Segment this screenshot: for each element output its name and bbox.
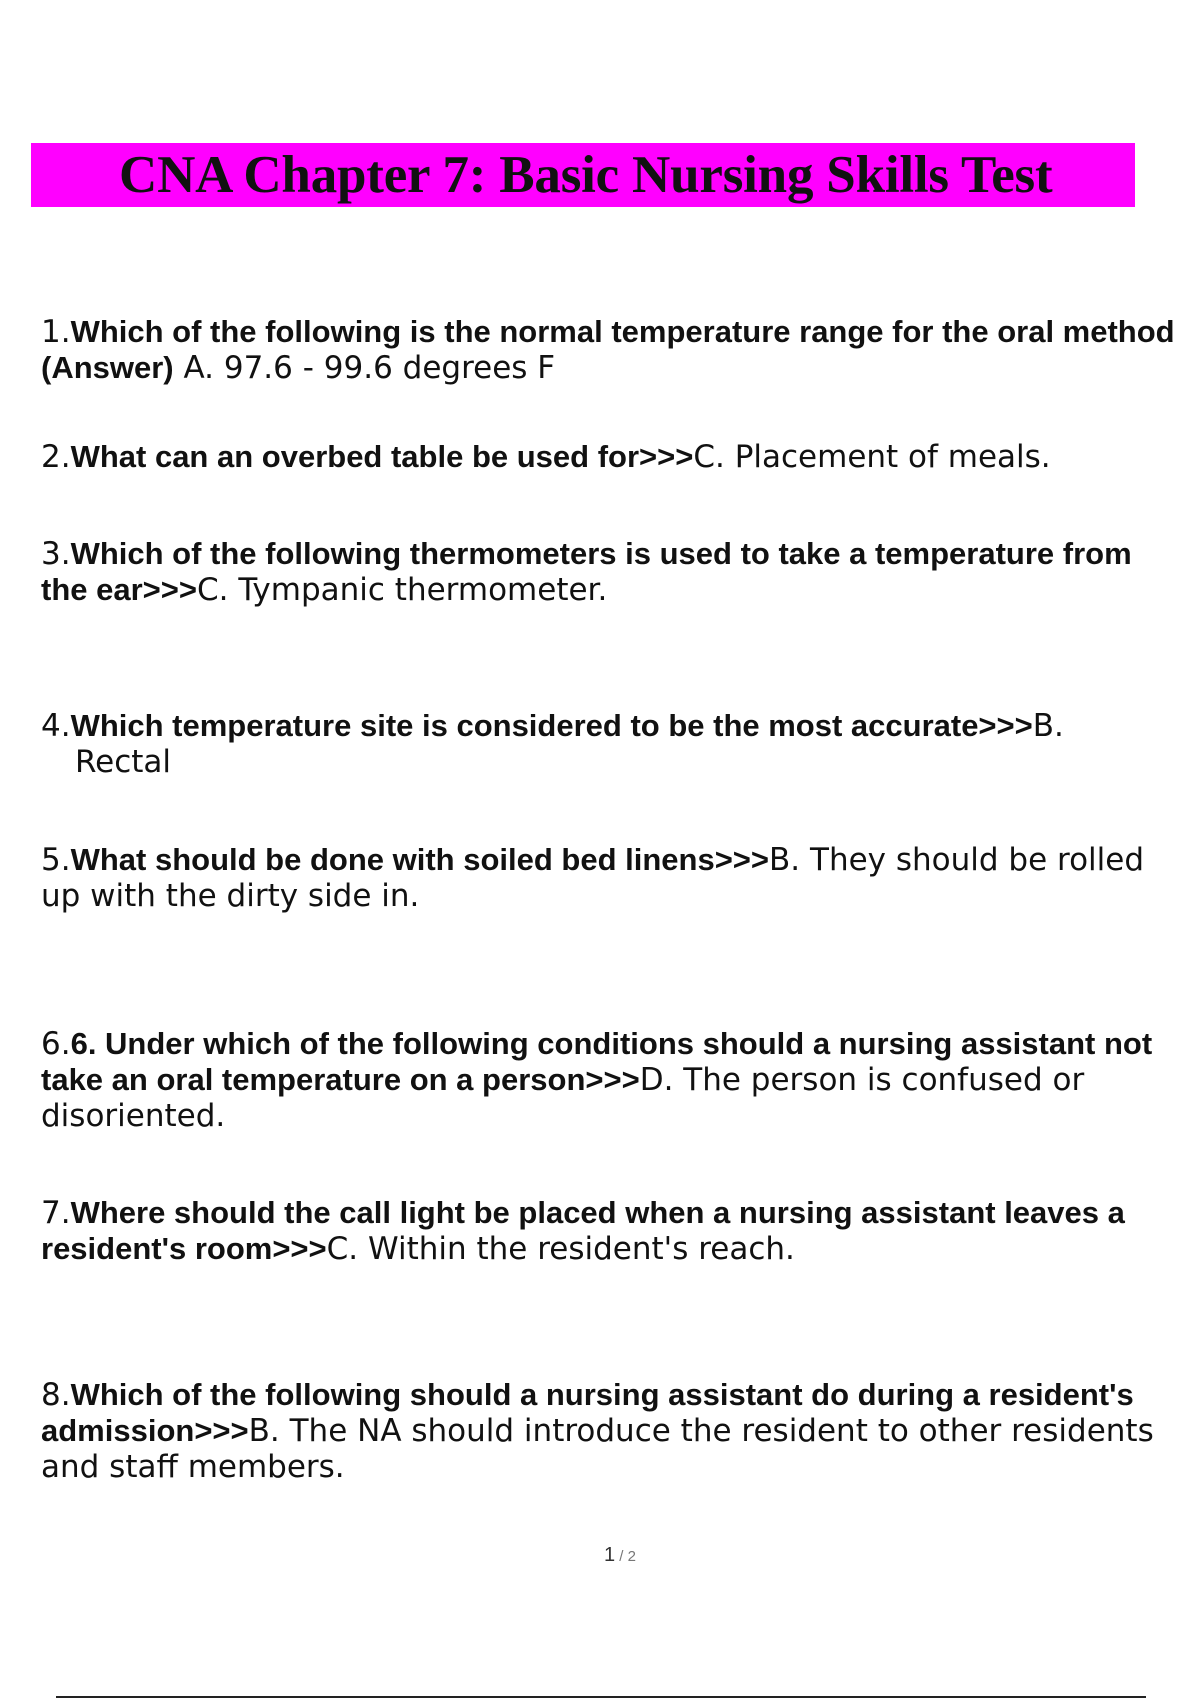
- question-item: [41, 1195, 1181, 1267]
- question-item: [41, 536, 1181, 608]
- answer-text: B.: [1032, 708, 1064, 744]
- page-title: CNA Chapter 7: Basic Nursing Skills Test: [119, 146, 1053, 204]
- question-number: 4.: [41, 708, 71, 744]
- question-item: [41, 842, 1181, 914]
- question-text: Which of the following thermometers is used to take a temperature from the ear>>>: [41, 536, 1132, 607]
- question-number: 2.: [41, 439, 71, 475]
- answer-text: B. The NA should introduce the resident to other residents and staff members.: [41, 1413, 1154, 1485]
- question-text: Which temperature site is considered to be the most accurate>>>: [70, 708, 1033, 743]
- answer-text: D. The person is confused or disoriented.: [41, 1062, 1085, 1134]
- question-text: What should be done with soiled bed linens>>>: [70, 842, 770, 877]
- answer-text-continued: Rectal: [75, 744, 172, 780]
- page-total: / 2: [615, 1548, 636, 1565]
- question-text: Where should the call light be placed when a nursing assistant leaves a resident's room>>>: [41, 1195, 1125, 1266]
- question-item: [41, 314, 1181, 386]
- answer-text: C. Tympanic thermometer.: [196, 572, 608, 608]
- page-current: 1: [604, 1544, 616, 1566]
- question-item: [41, 1377, 1181, 1485]
- answer-text: C. Within the resident's reach.: [326, 1231, 795, 1267]
- question-number: 6.: [41, 1026, 71, 1062]
- bottom-divider: [56, 1696, 1146, 1698]
- question-number: 7.: [41, 1195, 71, 1231]
- answer-text: A. 97.6 - 99.6 degrees F: [173, 350, 556, 386]
- question-text: What can an overbed table be used for>>>: [70, 439, 694, 474]
- page-indicator: [0, 1544, 1200, 1567]
- question-item: [41, 1026, 1181, 1134]
- question-text: Which of the following is the normal temperature range for the oral method (Answer): [41, 314, 1175, 385]
- question-number: 1.: [41, 314, 71, 350]
- title-banner: [31, 143, 1135, 207]
- question-number: 8.: [41, 1377, 71, 1413]
- question-number: 5.: [41, 842, 71, 878]
- answer-text: B. They should be rolled up with the dirty side in.: [41, 842, 1145, 914]
- question-number: 3.: [41, 536, 71, 572]
- question-text: 6. Under which of the following conditions should a nursing assistant not take an oral temperature on a person>>>: [41, 1026, 1153, 1097]
- question-item: [41, 708, 1181, 780]
- question-text: Which of the following should a nursing assistant do during a resident's admission>>>: [41, 1377, 1134, 1448]
- answer-text: C. Placement of meals.: [693, 439, 1051, 475]
- question-item: [41, 439, 1181, 475]
